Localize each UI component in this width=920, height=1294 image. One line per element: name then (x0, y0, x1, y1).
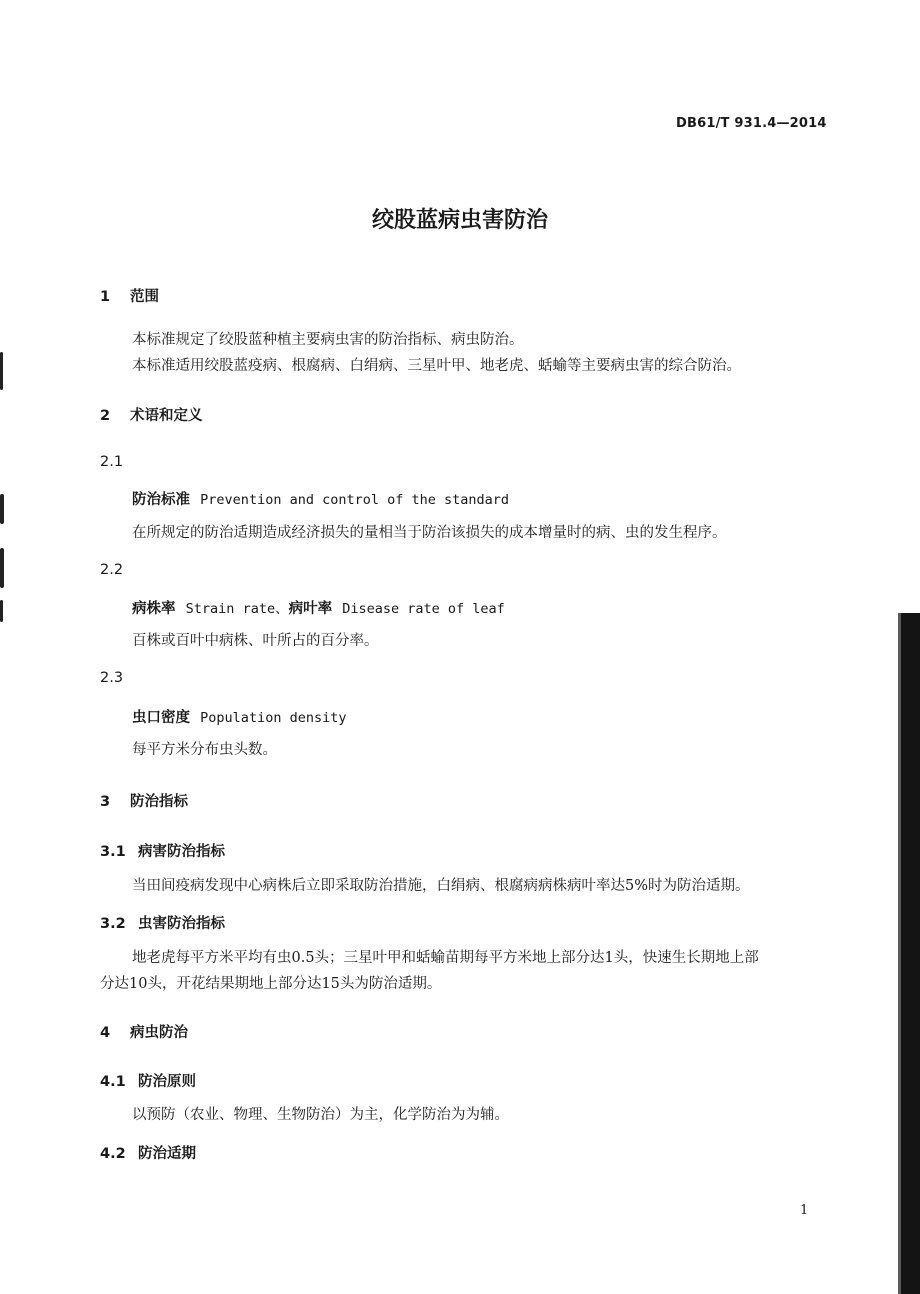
subsection-title: 虫害防治指标 (138, 916, 225, 932)
section-3-heading (100, 790, 188, 811)
subsection-number: 3.2 (100, 916, 126, 932)
term-zh: 病叶率 (288, 601, 333, 617)
subsection-number: 4.1 (100, 1074, 126, 1090)
scan-mark (0, 494, 4, 524)
term-2-3-definition: 每平方米分布虫头数。 (132, 742, 277, 758)
subsection-number: 3.1 (100, 844, 126, 860)
section-title: 病虫防治 (130, 1025, 188, 1041)
section-title: 范围 (130, 289, 159, 305)
scan-mark (0, 548, 4, 588)
subsection-4-2-heading (100, 1142, 196, 1163)
subsection-3-1-heading (100, 840, 225, 861)
term-2-3-number: 2.3 (100, 670, 124, 686)
term-2-1-definition: 在所规定的防治适期造成经济损失的量相当于防治该损失的成本增量时的病、虫的发生程序。 (132, 525, 727, 541)
section-number: 2 (100, 408, 111, 424)
term-zh: 病株率 (132, 601, 176, 617)
term-zh: 虫口密度 (132, 710, 190, 726)
scan-mark (0, 352, 3, 390)
subsection-title: 病害防治指标 (138, 844, 225, 860)
subsection-3-1-paragraph: 当田间疫病发现中心病株后立即采取防治措施，白绢病、根腐病病株病叶率达5%时为防治适期。 (132, 878, 750, 894)
subsection-3-2-paragraph-line-1: 地老虎每平方米平均有虫0.5头；三星叶甲和蛞蝓苗期每平方米地上部分达1头，快速生长期地上部 (132, 950, 759, 966)
section-2-heading (100, 404, 203, 425)
scan-edge-highlight (898, 613, 901, 1294)
scope-paragraph-1: 本标准规定了绞股蓝种植主要病虫害的防治指标、病虫防治。 (132, 332, 524, 348)
scan-mark (0, 600, 3, 622)
term-2-3-title (132, 706, 346, 727)
subsection-3-2-paragraph-line-2: 分达10头，开花结果期地上部分达15头为防治适期。 (100, 976, 442, 992)
scope-paragraph-2: 本标准适用绞股蓝疫病、根腐病、白绢病、三星叶甲、地老虎、蛞蝓等主要病虫害的综合防治。 (132, 358, 741, 374)
standard-code: DB61/T 931.4—2014 (676, 116, 827, 131)
section-number: 4 (100, 1025, 111, 1041)
term-zh: 防治标准 (132, 492, 190, 508)
section-title: 术语和定义 (130, 408, 203, 424)
section-4-heading (100, 1021, 188, 1042)
section-1-heading (100, 285, 159, 306)
term-2-1-number: 2.1 (100, 454, 124, 470)
term-2-2-number: 2.2 (100, 562, 124, 578)
term-en: Prevention and control of the standard (200, 492, 510, 508)
term-en: Population density (200, 710, 347, 726)
subsection-4-1-paragraph: 以预防（农业、物理、生物防治）为主，化学防治为为辅。 (132, 1107, 509, 1123)
document-title: 绞股蓝病虫害防治 (371, 208, 548, 233)
term-en: Strain rate、 (185, 601, 289, 617)
section-number: 3 (100, 794, 111, 810)
subsection-title: 防治适期 (138, 1146, 196, 1162)
subsection-3-2-heading (100, 912, 225, 933)
subsection-4-1-heading (100, 1070, 196, 1091)
subsection-title: 防治原则 (138, 1074, 196, 1090)
subsection-number: 4.2 (100, 1146, 126, 1162)
term-en: Disease rate of leaf (342, 601, 505, 617)
page-number: 1 (800, 1203, 809, 1218)
term-2-1-title (132, 488, 509, 509)
scan-edge-shadow (898, 613, 920, 1294)
section-title: 防治指标 (130, 794, 188, 810)
term-2-2-title (132, 597, 505, 618)
term-2-2-definition: 百株或百叶中病株、叶所占的百分率。 (132, 633, 379, 649)
section-number: 1 (100, 289, 111, 305)
